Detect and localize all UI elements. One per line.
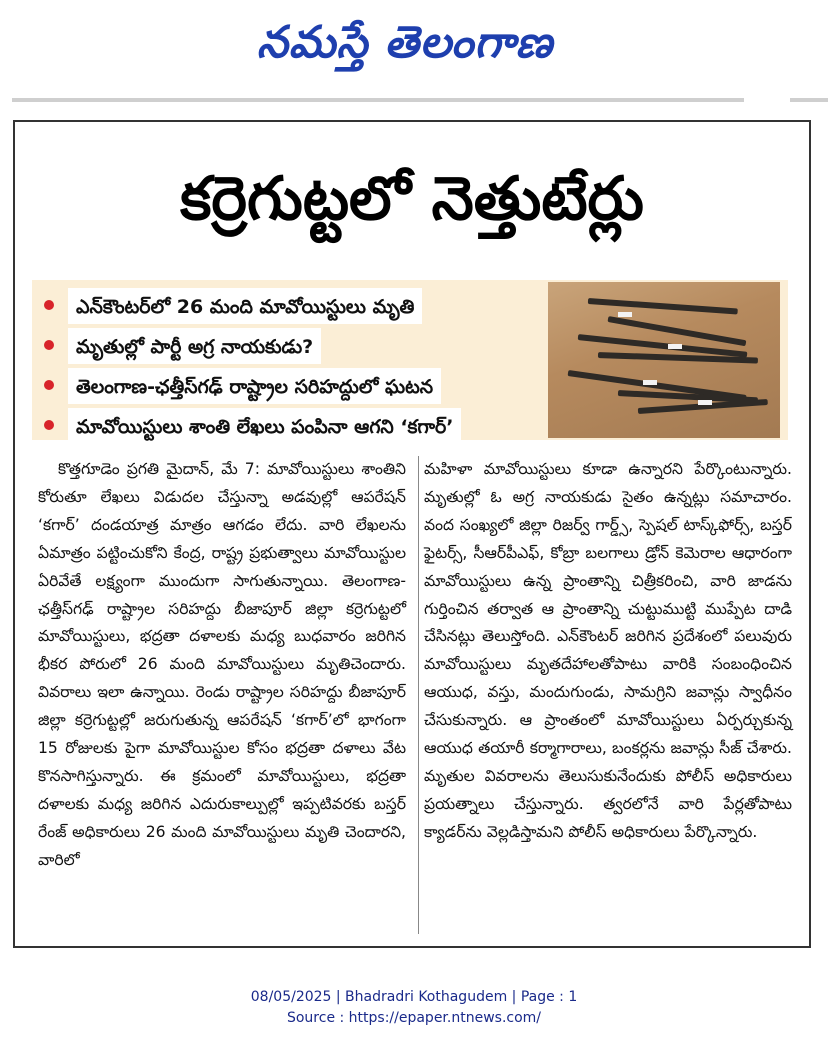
bullet-dot-icon <box>44 300 54 310</box>
tag-icon <box>618 312 632 317</box>
tag-icon <box>643 380 657 385</box>
footer-edition-info: 08/05/2025 | Bhadradri Kothagudem | Page : 1 <box>250 989 578 1005</box>
rifle-icon <box>588 298 738 314</box>
seized-weapons-photo <box>548 282 780 438</box>
tag-icon <box>698 400 712 405</box>
article-column-right <box>424 456 792 847</box>
masthead-divider <box>12 98 744 102</box>
highlight-text: తెలంగాణ-ఛత్తీస్‌గఢ్‌ రాష్ట్రాల సరిహద్దులో ఘటన <box>68 366 441 404</box>
article-paragraph: కొత్తగూడెం ప్రగతి మైదాన్‌, మే 7: మావోయిస్టులు శాంతిని కోరుతూ లేఖలు విడుదల చేస్తున్నా అడవుల్లో ఆపరేషన్‌ ‘కగార్‌’ దండయాత్ర మాత్రం ఆగడం లేదు. వారి లేఖలను ఏమాత్రం పట్టించుకోని కేంద్ర, రాష్ట్ర ప్రభుత్వాలు మావోయిస్టుల ఏరివేతే లక్ష్యంగా ముందుగా సాగుతున్నాయి. తెలంగాణ-ఛత్తీస్‌గఢ్‌ రాష్ట్రాల సరిహద్దు బీజాపూర్‌ జిల్లా కర్రెగుట్టలో మావోయిస్టులు, భద్రతా దళాలకు మధ్య బుధవారం జరిగిన భీకర పోరులో 26 మంది మావోయిస్టులు మృతిచెందారు. వివరాలు ఇలా ఉన్నాయి. రెండు రాష్ట్రాల సరిహద్దు బీజాపూర్‌ జిల్లా కర్రెగుట్టల్లో జరుగుతున్న ఆపరేషన్‌ ‘కగార్‌’లో భాగంగా 15 రోజులకు పైగా మావోయిస్టుల కోసం భద్రతా దళాలు వేట కొనసాగిస్తున్నారు. ఈ క్రమంలో మావోయిస్టులు, భద్రతా దళాలకు మధ్య జరిగిన ఎదురుకాల్పుల్లో ఇప్పటివరకు బస్తర్‌ రేంజ్‌ అధికారులు 26 మంది మావోయిస్టులు మృతి చెందారని, వారిలో <box>38 460 406 869</box>
footer-source-link[interactable]: Source : https://epaper.ntnews.com/ <box>286 1010 542 1026</box>
highlight-text: మృతుల్లో పార్టీ అగ్ర నాయకుడు? <box>68 326 321 364</box>
highlight-item <box>40 326 540 364</box>
article-body <box>30 456 800 936</box>
bullet-dot-icon <box>44 340 54 350</box>
article-column-left <box>38 456 406 875</box>
highlight-text: ఎన్‌కౌంటర్‌లో 26 మంది మావోయిస్టులు మృతి <box>68 286 422 324</box>
highlight-item <box>40 366 540 404</box>
tag-icon <box>668 344 682 349</box>
highlights-list <box>40 286 540 446</box>
masthead-divider-right <box>790 98 828 102</box>
bullet-dot-icon <box>44 380 54 390</box>
article-paragraph: మహిళా మావోయిస్టులు కూడా ఉన్నారని పేర్కొంటున్నారు. మృతుల్లో ఓ అగ్ర నాయకుడు సైతం ఉన్నట్లు సమాచారం. వంద సంఖ్యలో జిల్లా రిజర్వ్‌ గార్డ్స్‌, స్పెషల్‌ టాస్క్‌ఫోర్స్‌, బస్తర్‌ ఫైటర్స్‌, సీఆర్‌పీఎఫ్‌, కోబ్రా బలగాలు డ్రోన్‌ కెమెరాల ఆధారంగా మావోయిస్టులు ఉన్న ప్రాంతాన్ని చిత్రీకరించి, వారి జాడను గుర్తించిన తర్వాత ఆ ప్రాంతాన్ని చుట్టుముట్టి ముప్పేట దాడి చేసినట్లు తెలుస్తోంది. ఎన్‌కౌంటర్‌ జరిగిన ప్రదేశంలో పలువురు మావోయిస్టులు మృతదేహాలతోపాటు వారికి సంబంధించిన ఆయుధ, వస్తు, మందుగుండు, సామగ్రిని జవాన్లు స్వాధీనం చేసుకున్నారు. ఆ ప్రాంతంలో మావోయిస్టులు ఏర్పర్చుకున్న ఆయుధ తయారీ కర్మాగారాలు, బంకర్లను జవాన్లు సీజ్‌ చేశారు. మృతుల వివరాలను తెలుసుకునేందుకు పోలీస్‌ అధికారులు ప్రయత్నాలు చేస్తున్నారు. త్వరలోనే వారి పేర్లతోపాటు క్యాడర్‌ను వెల్లడిస్తామని పోలీస్‌ అధికారులు పేర్కొన్నారు. <box>424 460 792 841</box>
highlight-item <box>40 286 540 324</box>
highlight-item <box>40 406 540 444</box>
bullet-dot-icon <box>44 420 54 430</box>
masthead-logo: నమస్తే తెలంగాణ <box>256 17 554 68</box>
column-divider <box>418 456 419 934</box>
highlight-text: మావోయిస్టులు శాంతి లేఖలు పంపినా ఆగని ‘కగార్‌’ <box>68 406 461 444</box>
article-headline: కర్రెగుట్టలో నెత్తుటేర్లు <box>180 164 644 234</box>
